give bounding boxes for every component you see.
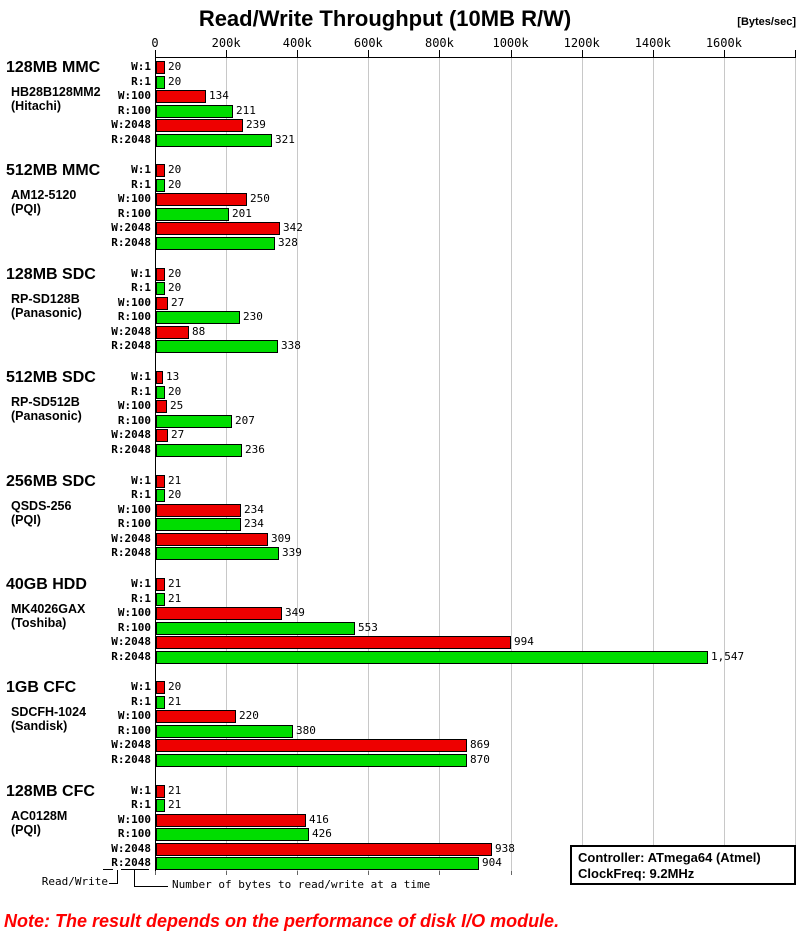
bar-row-label: W:2048 xyxy=(111,531,151,545)
x-tick-mark xyxy=(368,50,369,57)
info-controller: Controller: ATmega64 (Atmel) xyxy=(578,850,761,865)
bar-value-label: 328 xyxy=(278,235,298,249)
note-text: Note: The result depends on the performance of disk I/O module. xyxy=(4,911,560,931)
device-name: 256MB SDC xyxy=(6,472,96,490)
device-brand: (PQI) xyxy=(11,822,41,837)
bar-value-label: 20 xyxy=(168,60,182,73)
bar-value-label: 220 xyxy=(239,709,259,723)
bar-row-label: W:2048 xyxy=(111,118,151,131)
bar-row-label: R:1 xyxy=(131,694,151,708)
bar-value-label: 20 xyxy=(168,74,182,88)
read-bar xyxy=(156,76,165,89)
x-tick-mark xyxy=(439,50,440,57)
legend-connector-rw-horizontal xyxy=(109,883,117,884)
device-brand: (Panasonic) xyxy=(11,305,82,320)
read-bar xyxy=(156,237,275,250)
bar-value-label: 21 xyxy=(168,473,182,487)
bar-row-label: W:100 xyxy=(117,89,151,102)
x-tick-label: 1000k xyxy=(492,36,529,50)
bar-value-label: 338 xyxy=(281,339,301,353)
read-bar xyxy=(156,282,165,295)
read-bar xyxy=(156,518,241,531)
write-bar xyxy=(156,843,492,856)
bar-value-label: 380 xyxy=(296,723,316,737)
write-bar xyxy=(156,164,165,177)
bar-value-label: 21 xyxy=(168,783,182,797)
bar-row-label: R:2048 xyxy=(111,752,151,766)
gridline xyxy=(795,58,796,871)
bar-row-label: R:1 xyxy=(131,798,151,812)
bar-value-label: 236 xyxy=(245,442,265,456)
bar-row-label: W:100 xyxy=(117,295,151,309)
bar-row-label: W:1 xyxy=(131,370,151,384)
read-bar xyxy=(156,340,278,353)
bar-value-label: 250 xyxy=(250,192,270,206)
bar-value-label: 994 xyxy=(514,635,534,648)
read-bar xyxy=(156,415,232,428)
bar-value-label: 20 xyxy=(168,177,182,191)
x-tick-label: 400k xyxy=(282,36,312,50)
bar-value-label: 938 xyxy=(495,841,515,855)
bar-row-label: W:2048 xyxy=(111,635,151,648)
bar-row-label: R:100 xyxy=(117,827,151,841)
read-bar xyxy=(156,593,165,606)
bar-value-label: 27 xyxy=(171,428,185,442)
bar-row-label: R:2048 xyxy=(111,649,151,663)
x-tick-label: 1600k xyxy=(705,36,742,50)
read-bar xyxy=(156,622,355,635)
device-brand: (Hitachi) xyxy=(11,99,61,113)
bar-row-label: W:1 xyxy=(131,783,151,797)
bar-row-label: W:100 xyxy=(117,399,151,413)
bar-value-label: 201 xyxy=(232,206,252,220)
bar-row-label: W:1 xyxy=(131,60,151,73)
write-bar xyxy=(156,297,168,310)
x-tick-mark xyxy=(724,50,725,57)
axis-unit-label: [Bytes/sec] xyxy=(737,16,796,28)
write-bar xyxy=(156,681,165,694)
write-bar xyxy=(156,222,280,235)
read-bar xyxy=(156,444,242,457)
write-bar xyxy=(156,710,236,723)
bar-value-label: 207 xyxy=(235,413,255,427)
bar-row-label: R:2048 xyxy=(111,546,151,560)
x-tick-label: 200k xyxy=(211,36,241,50)
device-name: 512MB MMC xyxy=(6,162,101,180)
write-bar xyxy=(156,371,163,384)
write-bar xyxy=(156,607,282,620)
device-name: 1GB CFC xyxy=(6,679,77,697)
device-brand: (Toshiba) xyxy=(11,616,67,630)
device-model: AM12-5120 xyxy=(11,188,77,203)
x-tick-mark xyxy=(226,50,227,57)
read-bar xyxy=(156,725,293,738)
bar-value-label: 27 xyxy=(171,295,185,309)
x-tick-label: 1400k xyxy=(634,36,671,50)
bar-row-label: R:100 xyxy=(117,620,151,634)
bar-row-label: W:100 xyxy=(117,192,151,206)
bar-value-label: 21 xyxy=(168,577,182,590)
bar-value-label: 321 xyxy=(275,132,295,146)
read-bar xyxy=(156,134,272,147)
bar-row-label: R:100 xyxy=(117,413,151,427)
device-name: 128MB SDC xyxy=(6,265,96,283)
bar-value-label: 20 xyxy=(168,281,182,295)
write-bar xyxy=(156,268,165,281)
bar-value-label: 870 xyxy=(470,752,490,766)
device-brand: (Panasonic) xyxy=(11,409,82,424)
bar-value-label: 20 xyxy=(168,163,182,177)
bar-row-label: R:100 xyxy=(117,206,151,220)
x-tick-mark xyxy=(511,50,512,57)
bar-value-label: 25 xyxy=(170,399,184,413)
write-bar xyxy=(156,326,189,339)
bar-value-label: 342 xyxy=(283,221,303,235)
write-bar xyxy=(156,636,511,649)
bar-row-label: R:1 xyxy=(131,384,151,398)
read-bar xyxy=(156,754,467,767)
write-bar xyxy=(156,504,241,517)
bar-row-label: W:2048 xyxy=(111,841,151,855)
bar-value-label: 339 xyxy=(282,546,302,560)
bar-row-label: R:100 xyxy=(117,517,151,531)
bar-row-label: R:1 xyxy=(131,281,151,295)
bar-value-label: 21 xyxy=(168,798,182,812)
write-bar xyxy=(156,61,165,74)
x-tick-mark xyxy=(795,50,796,57)
device-name: 40GB HDD xyxy=(6,576,87,593)
device-model: MK4026GAX xyxy=(11,602,86,616)
bar-row-label: R:2048 xyxy=(111,235,151,249)
write-bar xyxy=(156,475,165,488)
bar-value-label: 904 xyxy=(482,856,502,870)
legend-connector-rw-vertical xyxy=(117,870,118,884)
bar-value-label: 211 xyxy=(236,103,256,117)
read-bar xyxy=(156,799,165,812)
legend-read-write-label: Read/Write xyxy=(41,875,108,888)
read-bar xyxy=(156,208,229,221)
info-box xyxy=(570,845,796,885)
read-bar xyxy=(156,489,165,502)
read-bar xyxy=(156,179,165,192)
bar-row-label: W:100 xyxy=(117,812,151,826)
bar-value-label: 20 xyxy=(168,680,182,694)
bar-row-label: R:100 xyxy=(117,723,151,737)
x-tick-mark xyxy=(582,50,583,57)
bar-value-label: 21 xyxy=(168,694,182,708)
read-bar xyxy=(156,696,165,709)
bar-row-label: R:1 xyxy=(131,488,151,502)
bar-value-label: 239 xyxy=(246,118,266,131)
bar-value-label: 426 xyxy=(312,827,332,841)
bar-value-label: 21 xyxy=(168,591,182,605)
write-bar xyxy=(156,400,167,413)
x-tick-label: 0 xyxy=(151,36,159,50)
device-name: 512MB SDC xyxy=(6,369,96,387)
device-model: QSDS-256 xyxy=(11,498,72,513)
bar-value-label: 20 xyxy=(168,384,182,398)
bar-row-label: W:100 xyxy=(117,606,151,619)
x-tick-label: 1200k xyxy=(563,36,600,50)
gridline xyxy=(724,58,725,871)
write-bar xyxy=(156,90,206,103)
legend-underline-rw xyxy=(103,869,113,870)
bar-row-label: W:2048 xyxy=(111,324,151,338)
device-brand: (PQI) xyxy=(11,512,41,527)
legend-bytes-label: Number of bytes to read/write at a time xyxy=(172,878,431,891)
bar-value-label: 20 xyxy=(168,488,182,502)
legend-connector-bytes-horizontal xyxy=(134,886,168,887)
device-name: 128MB CFC xyxy=(6,782,95,800)
bar-row-label: R:2048 xyxy=(111,856,151,870)
bar-value-label: 234 xyxy=(244,502,264,516)
bar-row-label: W:2048 xyxy=(111,738,151,752)
x-tick-mark xyxy=(155,50,156,57)
bar-row-label: W:1 xyxy=(131,266,151,280)
write-bar xyxy=(156,814,306,827)
bar-row-label: W:100 xyxy=(117,502,151,516)
write-bar xyxy=(156,739,467,752)
write-bar xyxy=(156,578,165,591)
bar-value-label: 134 xyxy=(209,89,229,102)
bar-value-label: 20 xyxy=(168,266,182,280)
bar-row-label: R:1 xyxy=(131,177,151,191)
device-brand: (Sandisk) xyxy=(11,719,68,734)
gridline xyxy=(511,58,512,871)
x-tick-mark xyxy=(653,50,654,57)
device-model: RP-SD512B xyxy=(11,395,80,410)
bar-value-label: 234 xyxy=(244,517,264,531)
gridline xyxy=(653,58,654,871)
bar-value-label: 1,547 xyxy=(711,649,745,663)
read-bar xyxy=(156,651,708,664)
device-brand: (PQI) xyxy=(11,202,41,217)
bar-row-label: R:1 xyxy=(131,591,151,605)
write-bar xyxy=(156,785,165,798)
bar-row-label: R:2048 xyxy=(111,339,151,353)
device-model: SDCFH-1024 xyxy=(11,705,87,720)
bar-value-label: 230 xyxy=(243,310,263,324)
read-bar xyxy=(156,547,279,560)
read-bar xyxy=(156,828,309,841)
bar-value-label: 553 xyxy=(358,620,378,634)
gridline xyxy=(582,58,583,871)
chart-title: Read/Write Throughput (10MB R/W) xyxy=(198,6,572,31)
read-bar xyxy=(156,311,240,324)
bar-value-label: 309 xyxy=(271,531,291,545)
bar-value-label: 416 xyxy=(309,812,329,826)
read-bar xyxy=(156,386,165,399)
read-bar xyxy=(156,105,233,118)
x-tick-mark xyxy=(297,50,298,57)
write-bar xyxy=(156,429,168,442)
bar-row-label: W:1 xyxy=(131,577,151,590)
bar-row-label: R:2048 xyxy=(111,442,151,456)
device-model: HB28B128MM2 xyxy=(11,85,101,99)
bar-row-label: W:1 xyxy=(131,473,151,487)
write-bar xyxy=(156,119,243,132)
bar-value-label: 13 xyxy=(166,370,180,384)
device-model: RP-SD128B xyxy=(11,291,80,306)
bar-row-label: W:2048 xyxy=(111,428,151,442)
bar-row-label: W:1 xyxy=(131,163,151,177)
bar-row-label: W:100 xyxy=(117,709,151,723)
bar-row-label: W:1 xyxy=(131,680,151,694)
legend-underline-bytes xyxy=(121,869,149,870)
bar-value-label: 869 xyxy=(470,738,490,752)
legend-connector-bytes-vertical xyxy=(134,870,135,887)
x-tick-label: 600k xyxy=(353,36,383,50)
bar-row-label: R:1 xyxy=(131,74,151,88)
write-bar xyxy=(156,193,247,206)
device-model: AC0128M xyxy=(11,808,68,823)
bar-row-label: R:100 xyxy=(117,103,151,117)
bar-row-label: W:2048 xyxy=(111,221,151,235)
bar-value-label: 349 xyxy=(285,606,305,619)
bar-value-label: 88 xyxy=(192,324,206,338)
info-clockfreq: ClockFreq: 9.2MHz xyxy=(578,866,695,881)
bar-row-label: R:100 xyxy=(117,310,151,324)
device-name: 128MB MMC xyxy=(6,59,101,76)
write-bar xyxy=(156,533,268,546)
read-bar xyxy=(156,857,479,870)
bar-row-label: R:2048 xyxy=(111,132,151,146)
x-tick-label: 800k xyxy=(424,36,454,50)
